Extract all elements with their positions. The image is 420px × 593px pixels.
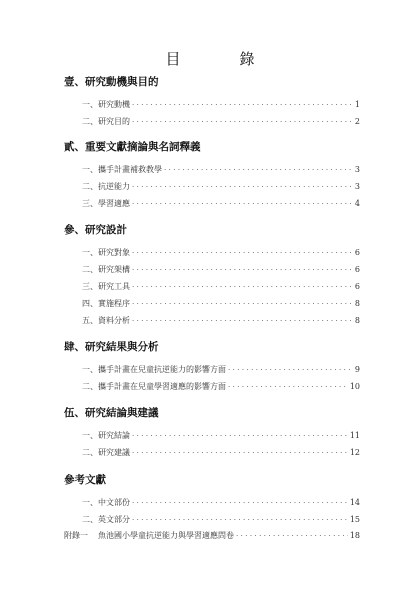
entry-label: 一、攜手計畫補救教學	[82, 165, 162, 174]
dot-leader	[132, 296, 353, 313]
toc-section-references	[64, 472, 360, 528]
toc-appendix	[64, 527, 360, 544]
entry-label: 一、研究動機	[82, 100, 130, 109]
toc-entry[interactable]	[64, 378, 360, 395]
entry-label: 一、攜手計畫在兒童抗逆能力的影響方面	[82, 365, 226, 374]
entry-page-number: 8	[354, 316, 360, 325]
entry-page-number: 15	[349, 515, 360, 524]
dot-leader	[132, 445, 348, 462]
dot-leader	[236, 528, 348, 545]
page-title: 目 錄	[165, 50, 277, 68]
toc-entry[interactable]	[64, 312, 360, 329]
dot-leader	[132, 495, 348, 512]
entry-page-number: 11	[349, 431, 360, 440]
entry-page-number: 4	[354, 199, 360, 208]
entry-page-number: 10	[349, 382, 360, 391]
toc-section	[64, 339, 360, 395]
entry-page-number: 8	[354, 299, 360, 308]
toc-entry[interactable]	[64, 278, 360, 295]
toc-entry[interactable]	[64, 361, 360, 378]
entry-page-number: 3	[354, 165, 360, 174]
entry-page-number: 18	[349, 531, 360, 540]
entry-label: 一、中文部份	[82, 498, 130, 507]
toc-entry[interactable]	[64, 195, 360, 212]
entry-page-number: 9	[354, 365, 360, 374]
section-heading: 伍、研究結論與建議	[64, 407, 159, 419]
entry-page-number: 1	[354, 100, 360, 109]
dot-leader	[132, 245, 353, 262]
dot-leader	[132, 428, 348, 445]
appendix-entry[interactable]	[64, 527, 360, 544]
entry-page-number: 3	[354, 182, 360, 191]
dot-leader	[228, 362, 353, 379]
dot-leader	[132, 262, 353, 279]
dot-leader	[132, 97, 353, 114]
entry-page-number: 6	[354, 265, 360, 274]
toc-entry[interactable]	[64, 427, 360, 444]
dot-leader	[228, 379, 348, 396]
section-heading: 肆、研究結果與分析	[64, 341, 159, 353]
entry-label: 二、研究目的	[82, 117, 130, 126]
entry-label: 二、英文部分	[82, 515, 130, 524]
entry-label: 一、研究結論	[82, 431, 130, 440]
entry-label: 二、研究建議	[82, 448, 130, 457]
dot-leader	[132, 179, 353, 196]
toc-section	[64, 74, 360, 130]
toc-entry[interactable]	[64, 511, 360, 528]
entry-label: 五、資料分析	[82, 316, 130, 325]
dot-leader	[132, 279, 353, 296]
section-heading: 貳、重要文獻摘論與名詞釋義	[64, 141, 201, 153]
dot-leader	[164, 162, 353, 179]
toc-entry[interactable]	[64, 96, 360, 113]
entry-label: 二、攜手計畫在兒童學習適應的影響方面	[82, 382, 226, 391]
toc-section	[64, 405, 360, 461]
entry-page-number: 2	[354, 117, 360, 126]
toc-entry[interactable]	[64, 113, 360, 130]
entry-page-number: 12	[349, 448, 360, 457]
entry-page-number: 6	[354, 248, 360, 257]
entry-page-number: 6	[354, 282, 360, 291]
toc-entry[interactable]	[64, 494, 360, 511]
entry-label: 二、研究架構	[82, 265, 130, 274]
dot-leader	[132, 114, 353, 131]
appendix-tag: 附錄一	[64, 531, 88, 540]
section-heading: 參考文獻	[64, 474, 106, 486]
entry-label: 四、實施程序	[82, 299, 130, 308]
toc-entry[interactable]	[64, 295, 360, 312]
toc-entry[interactable]	[64, 261, 360, 278]
entry-label: 一、研究對象	[82, 248, 130, 257]
toc-entry[interactable]	[64, 178, 360, 195]
toc-entry[interactable]	[64, 444, 360, 461]
entry-page-number: 14	[349, 498, 360, 507]
section-heading: 壹、研究動機與目的	[64, 76, 159, 88]
toc-section	[64, 222, 360, 329]
toc-entry[interactable]	[64, 161, 360, 178]
toc-entry[interactable]	[64, 244, 360, 261]
entry-label: 魚池國小學童抗逆能力與學習適應問卷	[98, 531, 234, 540]
entry-label: 三、學習適應	[82, 199, 130, 208]
entry-label: 三、研究工具	[82, 282, 130, 291]
toc-section	[64, 139, 360, 212]
dot-leader	[132, 196, 353, 213]
section-heading: 參、研究設計	[64, 224, 127, 236]
dot-leader	[132, 313, 353, 330]
entry-label: 二、抗逆能力	[82, 182, 130, 191]
